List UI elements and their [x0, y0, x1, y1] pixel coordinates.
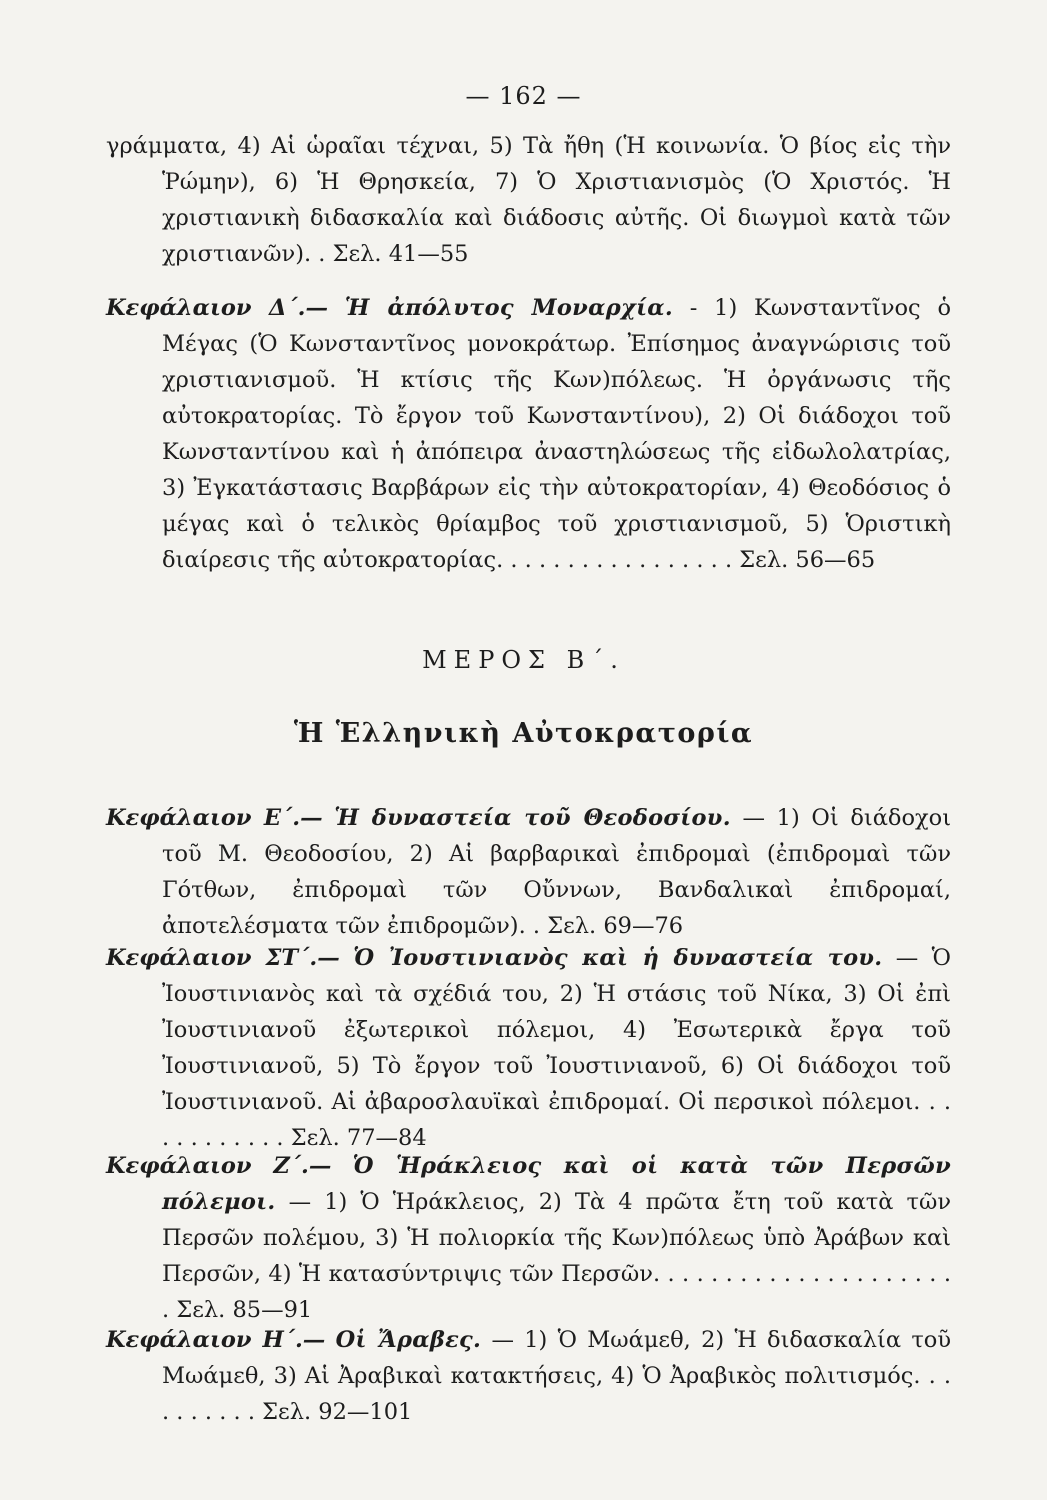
page-number: — 162 — [465, 82, 582, 110]
chapter-8-label: Κεφάλαιον Η΄.— [106, 1327, 326, 1353]
chapter-7-text: — 1) Ὁ Ἡράκλειος, 2) Τὰ 4 πρῶτα ἔτη τοῦ κατὰ τῶν Περσῶν πολέμου, 3) Ἡ πολιορκία τῆς Κων)πόλεως ὑπὸ Ἀράβων καὶ Περσῶν, 4) Ἡ κατασύντριψις τῶν Περσῶν. . . . . . . . . . . . . . . . . . . . . . [162, 1189, 952, 1323]
chapter-8-text: — 1) Ὁ Μωάμεθ, 2) Ἡ διδασκαλία τοῦ Μωάμεθ, 3) Αἱ Ἀραβικαὶ κατακτήσεις, 4) Ὁ Ἀραβικὸς πολιτισμός. . . . . . . . . . [162, 1327, 951, 1425]
toc-entry-chapter-7 [106, 1148, 951, 1328]
toc-entry-chapter-6 [106, 940, 951, 1156]
chapter-5-body [106, 800, 951, 944]
entry-continuation [106, 128, 951, 272]
section-title: Ἡ Ἑλληνικὴ Αὐτοκρατορία [293, 718, 754, 749]
chapter-5-pages: Σελ. 69—76 [547, 913, 684, 939]
chapter-5-text: — 1) Οἱ διάδοχοι τοῦ Μ. Θεοδοσίου, 2) Αἱ βαρβαρικαὶ ἐπιδρομαὶ (ἐπιδρομαὶ τῶν Γότθων, ἐπιδρομαὶ τῶν Οὔννων, Βανδαλικαὶ ἐπιδρομαί, ἀποτελέσματα τῶν ἐπιδρομῶν). . [162, 805, 952, 939]
chapter-6-text: — Ὁ Ἰουστινιανὸς καὶ τὰ σχέδιά του, 2) Ἡ στάσις τοῦ Νίκα, 3) Οἱ ἐπὶ Ἰουστινιανοῦ ἐξωτερικοὶ πόλεμοι, 4) Ἐσωτερικὰ ἔργα τοῦ Ἰουστινιανοῦ, 5) Τὸ ἔργον τοῦ Ἰουστινιανοῦ, 6) Οἱ διάδοχοι τοῦ Ἰουστινιανοῦ. Αἱ ἀβαροσλαυϊκαὶ ἐπιδρομαί. Οἱ περσικοὶ πόλεμοι. . . . . . . . . . . . [162, 945, 951, 1151]
chapter-4-text: - 1) Κωνσταντῖνος ὁ Μέγας (Ὁ Κωνσταντῖνος μονοκράτωρ. Ἐπίσημος ἀναγνώρισις τοῦ χριστιανισμοῦ. Ἡ κτίσις τῆς Κων)πόλεως. Ἡ ὀργάνωσις τῆς αὐτοκρατορίας. Τὸ ἔργον τοῦ Κωνσταντίνου), 2) Οἱ διάδοχοι τοῦ Κωνσταντίνου καὶ ἡ ἀπόπειρα ἀναστηλώσεως τῆς εἰδωλολατρίας, 3) Ἐγκατάστασις Βαρβάρων εἰς τὴν αὐτοκρατορίαν, 4) Θεοδόσιος ὁ μέγας καὶ ὁ τελικὸς θρίαμβος τοῦ χριστιανισμοῦ, 5) Ὁριστικὴ διαίρεσις τῆς αὐτοκρατορίας. . . . . . . . . . . . . . . . . [162, 295, 951, 573]
chapter-5-title: Ἡ δυναστεία τοῦ Θεοδοσίου. [334, 805, 731, 831]
chapter-4-body [106, 290, 951, 578]
part-title: ΜΕΡΟΣ Β΄. [422, 646, 625, 674]
chapter-4-label: Κεφάλαιον Δ΄.— [106, 295, 329, 321]
chapter-6-label: Κεφάλαιον ΣΤ΄.— [106, 945, 340, 971]
chapter-7-pages: Σελ. 85—91 [176, 1297, 313, 1323]
chapter-8-pages: Σελ. 92—101 [262, 1399, 413, 1425]
chapter-8-title: Οἱ Ἄραβες. [335, 1327, 482, 1353]
chapter-7-label: Κεφάλαιον Ζ΄.— [106, 1153, 332, 1179]
chapter-4-pages: Σελ. 56—65 [739, 547, 876, 573]
continuation-text: γράμματα, 4) Αἱ ὡραῖαι τέχναι, 5) Τὰ ἤθη (Ἡ κοινωνία. Ὁ βίος εἰς τὴν Ῥώμην), 6) Ἡ Θρησκεία, 7) Ὁ Χριστιανισμὸς (Ὁ Χριστός. Ἡ χριστιανικὴ διδασκαλία καὶ διάδοσις αὐτῆς. Οἱ διωγμοὶ κατὰ τῶν χριστιανῶν). . Σελ. 41—55 [106, 133, 951, 267]
chapter-6-body [106, 940, 951, 1156]
chapter-8-body [106, 1322, 951, 1430]
chapter-4-title: Ἡ ἀπόλυτος Μοναρχία. [344, 295, 674, 321]
chapter-7-body [106, 1148, 951, 1328]
toc-entry-chapter-8 [106, 1322, 951, 1430]
toc-entry-chapter-4 [106, 290, 951, 578]
chapter-6-title: Ὁ Ἰουστινιανὸς καὶ ἡ δυναστεία του. [353, 945, 883, 971]
chapter-5-label: Κεφάλαιον Ε΄.— [106, 805, 323, 831]
chapter-6-pages: Σελ. 77—84 [290, 1125, 427, 1151]
toc-entry-chapter-5 [106, 800, 951, 944]
chapter-7-title: Ὁ Ἡράκλειος καὶ οἱ κατὰ τῶν Περσῶν πόλεμοι. [162, 1153, 951, 1215]
